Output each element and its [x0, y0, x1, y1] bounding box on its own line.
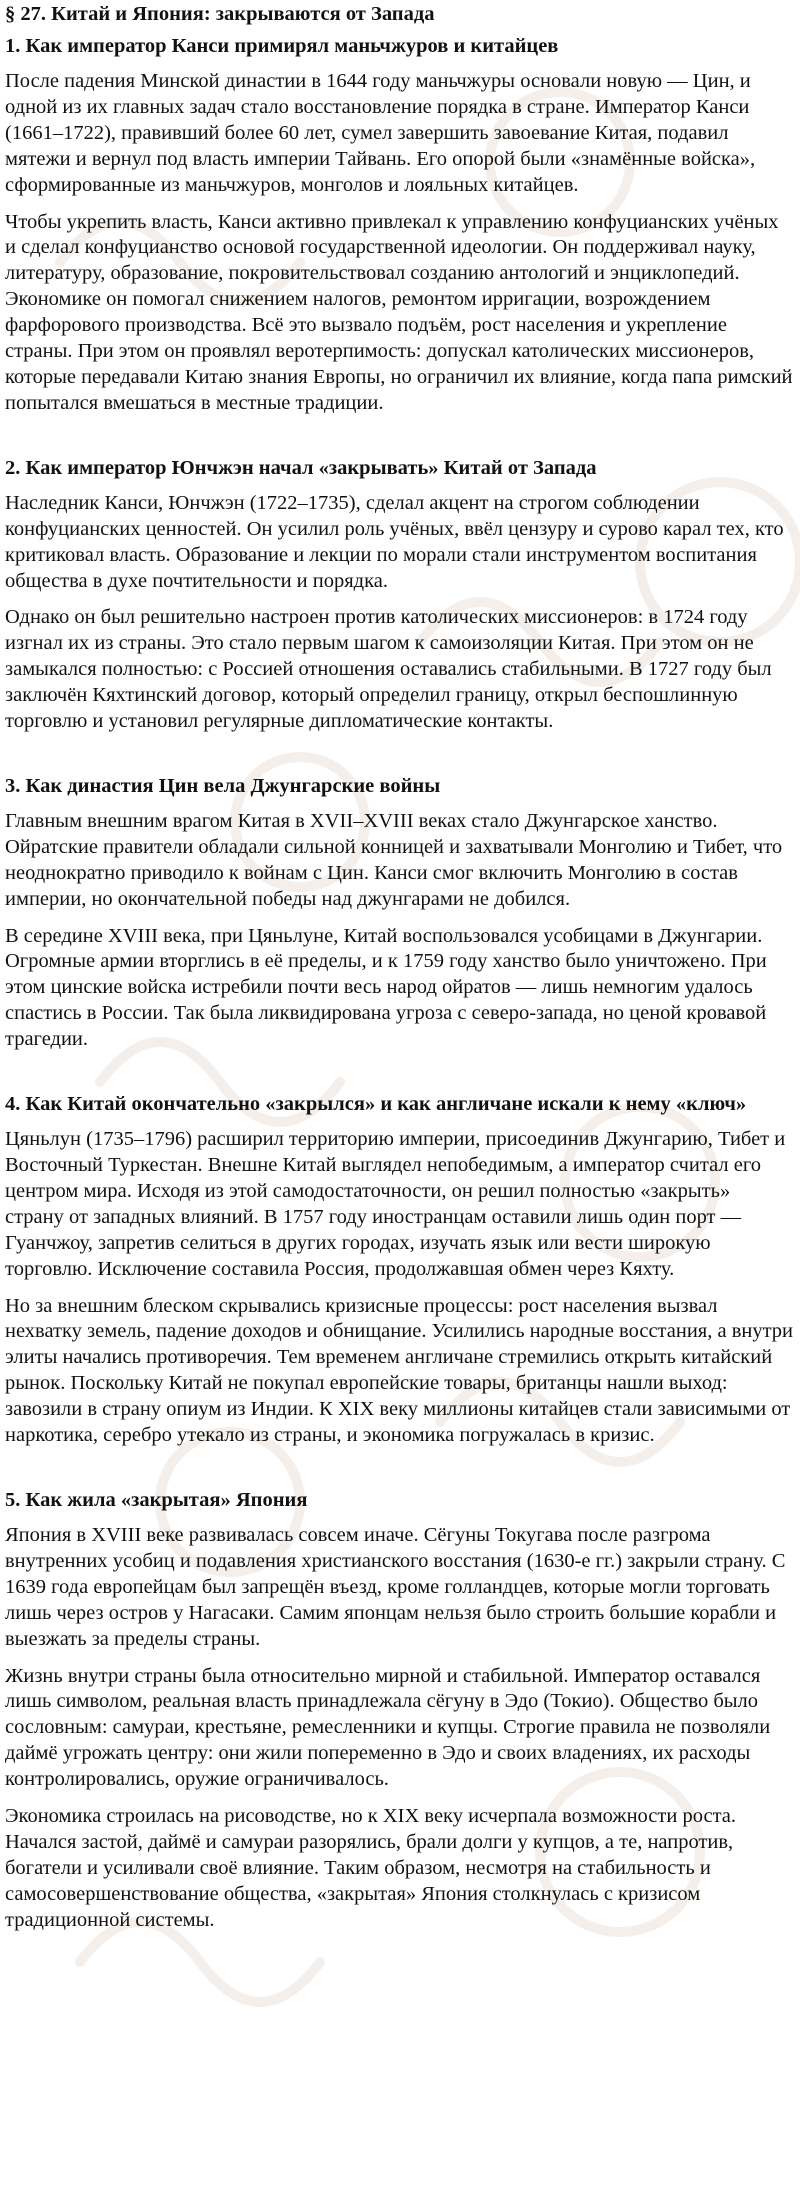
section-5	[5, 1487, 794, 1934]
section-3	[5, 773, 794, 1053]
paragraph: Цяньлун (1735–1796) расширил территорию империи, присоединив Джунгарию, Тибет и Восточный Туркестан. Внешне Китай выглядел непобедимым, а император считал его центром мира. Исходя из этой самодостаточности, он решил полностью «закрыть» страну от западных влияний. В 1757 году иностранцам оставили лишь один порт — Гуанчжоу, запретив селиться в других городах, изучать язык или вести широкую торговлю. Исключение составила Россия, продолжавшая обмен через Кяхту.	[5, 1128, 786, 1280]
section-heading: 5. Как жила «закрытая» Япония	[5, 1488, 308, 1511]
paragraph: В середине XVIII века, при Цяньлуне, Китай воспользовался усобицами в Джунгарии. Огромные армии вторглись в её пределы, и к 1759 году ханство было уничтожено. При этом цинские войска истребили почти весь народ ойратов — лишь немногим удалось спастись в России. Так была ликвидирована угроза с северо-запада, но ценой кровавой трагедии.	[5, 924, 767, 1051]
paragraph: Экономика строилась на рисоводстве, но к XIX веку исчерпала возможности роста. Начался застой, даймё и самураи разорялись, брали долги у купцов, а те, напротив, богатели и усиливали своё влияние. Таким образом, несмотря на стабильность и самосовершенствование общества, «закрытая» Япония столкнулась с кризисом традиционной системы.	[5, 1805, 737, 1931]
paragraph: Жизнь внутри страны была относительно мирной и стабильной. Император оставался лишь символом, реальная власть принадлежала сёгуну в Эдо (Токио). Общество было сословным: самураи, крестьяне, ремесленники и купцы. Строгие правила не позволяли даймё угрожать центру: они жили попеременно в Эдо и своих владениях, их расходы контролировались, оружие ограничивалось.	[5, 1664, 771, 1791]
section-1	[5, 33, 794, 417]
paragraph: Наследник Канси, Юнчжэн (1722–1735), сделал акцент на строгом соблюдении конфуцианских ценностей. Он усилил роль учёных, ввёл цензуру и сурово карал тех, кто критиковал власть. Образование и лекции по морали стали инструментом воспитания общества в духе почтительности и порядка.	[5, 491, 784, 592]
section-heading: 1. Как император Канси примирял маньчжуров и китайцев	[5, 35, 559, 57]
section-heading: 3. Как династия Цин вела Джунгарские войны	[5, 774, 441, 797]
section-heading: 4. Как Китай окончательно «закрылся» и как англичане искали к нему «ключ»	[5, 1093, 747, 1116]
paragraph: Однако он был решительно настроен против католических миссионеров: в 1724 году изгнал их из страны. Это стало первым шагом к самоизоляции Китая. При этом он не замыкался полностью: с Россией отношения оставались стабильными. В 1727 году был заключён Кяхтинский договор, который определил границу, открыл беспошлинную торговлю и установил регулярные дипломатические контакты.	[5, 606, 772, 733]
paragraph: Япония в XVIII веке развивалась совсем иначе. Сёгуны Токугава после разгрома внутренних усобиц и подавления христианского восстания (1630-е гг.) закрыли страну. С 1639 года европейцам был запрещён въезд, кроме голландцев, которые могли торговать лишь через остров у Нагасаки. Самим японцам нельзя было строить большие корабли и выезжать за пределы страны.	[5, 1523, 786, 1650]
section-2	[5, 455, 794, 735]
paragraph: Главным внешним врагом Китая в XVII–XVIII веках стало Джунгарское ханство. Ойратские правители обладали сильной конницей и захватывали Монголию и Тибет, что неоднократно приводило к войнам с Цин. Канси смог включить Монголию в состав империи, но окончательной победы над джунгарами не добился.	[5, 809, 783, 910]
paragraph: Чтобы укрепить власть, Канси активно привлекал к управлению конфуцианских учёных и сделал конфуцианство основой государственной идеологии. Он поддерживал науку, литературу, образование, покровительствовал созданию антологий и энциклопедий. Экономике он помогал снижением налогов, ремонтом ирригации, возрождением фарфорового производства. Всё это вызвало подъём, рост населения и укрепление страны. При этом он проявлял веротерпимость: допускал католических миссионеров, которые передавали Китаю знания Европы, но ограничил их влияние, когда папа римский попытался вмешаться в местные традиции.	[5, 210, 793, 414]
section-heading: 2. Как император Юнчжэн начал «закрывать» Китай от Запада	[5, 456, 597, 479]
document-title: § 27. Китай и Япония: закрываются от Запада	[5, 3, 435, 25]
section-4	[5, 1091, 794, 1449]
document-page	[0, 2, 800, 1934]
paragraph: После падения Минской династии в 1644 году маньчжуры основали новую — Цин, и одной из их главных задач стало восстановление порядка в стране. Император Канси (1661–1722), правивший более 60 лет, сумел завершить завоевание Китая, подавил мятежи и вернул под власть империи Тайвань. Его опорой были «знамённые войска», сформированные из маньчжуров, монголов и лояльных китайцев.	[5, 70, 756, 196]
paragraph: Но за внешним блеском скрывались кризисные процессы: рост населения вызвал нехватку земель, падение доходов и обнищание. Усилились народные восстания, а внутри элиты начались противоречия. Тем временем англичане стремились открыть китайский рынок. Поскольку Китай не покупал европейские товары, британцы нашли выход: завозили в страну опиум из Индии. К XIX веку миллионы китайцев стали зависимыми от наркотика, серебро утекало из страны, и экономика погружалась в кризис.	[5, 1294, 794, 1447]
